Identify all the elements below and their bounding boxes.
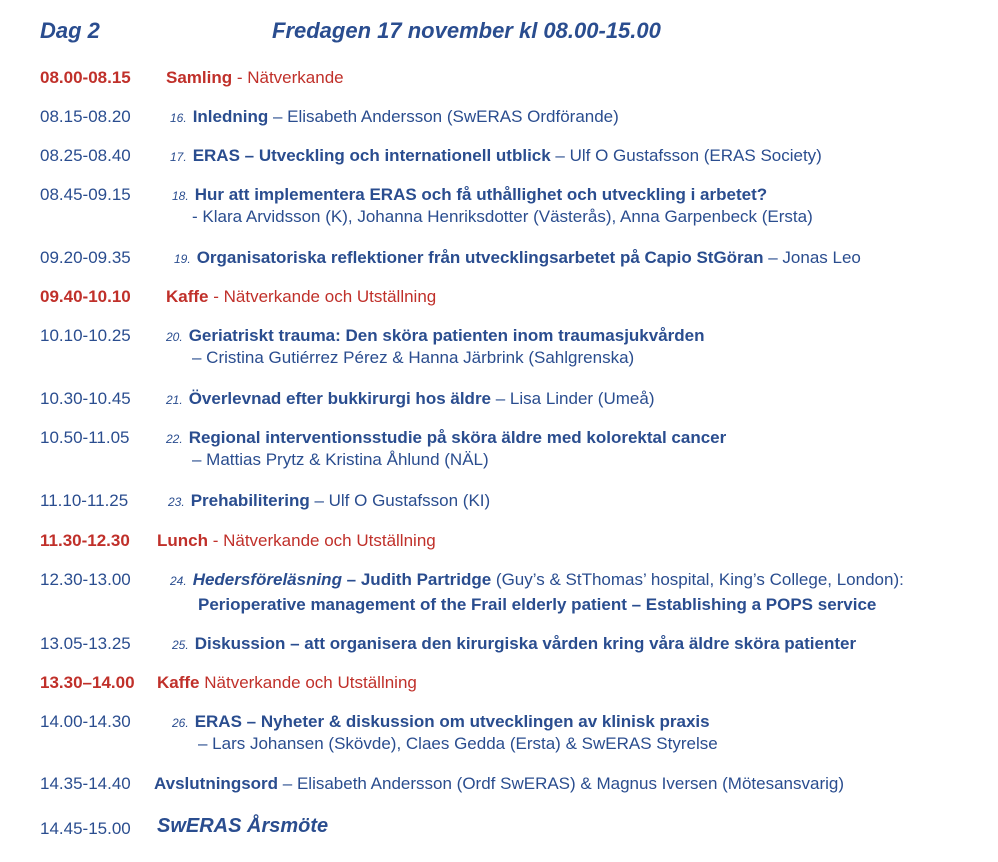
row-content: [157, 530, 436, 552]
row-number: 22.: [166, 432, 183, 446]
row-number: 21.: [166, 393, 183, 407]
row-content: [174, 247, 861, 270]
row-title: Kaffe: [166, 287, 209, 306]
row-detail: – Elisabeth Andersson (Ordf SwERAS) & Magnus Iversen (Mötesansvarig): [278, 774, 845, 793]
row-title: Samling: [166, 68, 233, 87]
row-number: 20.: [166, 330, 183, 344]
row-time: 10.10-10.25: [40, 326, 131, 345]
row-title: ERAS – Nyheter & diskussion om utvecklingen av klinisk praxis: [194, 712, 710, 731]
row-time: 11.30-12.30: [40, 531, 130, 550]
row-number: 18.: [172, 189, 189, 203]
row-detail: – Ulf O Gustafsson (ERAS Society): [550, 146, 822, 165]
row-content: [168, 490, 490, 513]
row-detail: – Jonas Leo: [763, 248, 861, 267]
row-content: [170, 145, 822, 168]
row-content: [154, 773, 844, 795]
row-lecture-title: Perioperative management of the Frail elderly patient – Establishing a POPS service: [198, 595, 877, 614]
row-number: 19.: [174, 252, 191, 266]
row-detail: (Guy’s & StThomas’ hospital, King’s College, London):: [491, 570, 904, 589]
row-number: 24.: [170, 574, 187, 588]
row-time: 14.00-14.30: [40, 712, 131, 731]
row-time: 11.10-11.25: [40, 491, 129, 510]
row-content: [166, 388, 654, 411]
row-title: Lunch: [157, 531, 208, 550]
row-content: [157, 672, 417, 694]
row-speakers: – Lars Johansen (Skövde), Claes Gedda (Ersta) & SwERAS Styrelse: [198, 734, 718, 753]
row-time: 14.45-15.00: [40, 819, 131, 838]
row-title: Regional interventionsstudie på sköra äldre med kolorektal cancer: [188, 428, 727, 447]
row-title-italic: Hedersföreläsning: [192, 570, 342, 589]
row-time: 13.05-13.25: [40, 634, 131, 653]
row-content: [170, 106, 619, 129]
row-time: 08.15-08.20: [40, 107, 131, 126]
row-speakers: – Cristina Gutiérrez Pérez & Hanna Järbrink (Sahlgrenska): [192, 348, 635, 367]
row-title: Inledning: [192, 107, 269, 126]
row-time: 09.40-10.10: [40, 287, 131, 306]
row-time: 10.50-11.05: [40, 428, 130, 447]
row-detail: – Ulf O Gustafsson (KI): [309, 491, 491, 510]
row-title: ERAS – Utveckling och internationell utblick: [192, 146, 551, 165]
row-content: [172, 184, 767, 207]
row-title: Geriatriskt trauma: Den sköra patienten inom traumasjukvården: [188, 326, 705, 345]
row-content: [170, 569, 904, 592]
row-title: SwERAS Årsmöte: [157, 815, 329, 837]
row-speakers: - Klara Arvidsson (K), Johanna Henriksdotter (Västerås), Anna Garpenbeck (Ersta): [192, 207, 813, 226]
row-number: 25.: [172, 638, 189, 652]
row-title: Prehabilitering: [190, 491, 310, 510]
day-label: Dag 2: [40, 18, 100, 43]
row-time: 08.45-09.15: [40, 185, 131, 204]
row-detail: – Lisa Linder (Umeå): [491, 389, 655, 408]
row-title: Organisatoriska reflektioner från utvecklingsarbetet på Capio StGöran: [196, 248, 764, 267]
date-title: Fredagen 17 november kl 08.00-15.00: [272, 18, 661, 43]
row-detail: - Nätverkande och Utställning: [208, 287, 437, 306]
row-title: – Judith Partridge: [341, 570, 492, 589]
page-header: [0, 18, 998, 48]
row-content: [166, 325, 705, 348]
row-content: [172, 711, 710, 734]
row-time: 13.30–14.00: [40, 673, 135, 692]
row-detail: – Elisabeth Andersson (SwERAS Ordförande): [268, 107, 619, 126]
row-time: 10.30-10.45: [40, 389, 131, 408]
row-title: Kaffe: [157, 673, 200, 692]
row-detail: - Nätverkande och Utställning: [208, 531, 436, 550]
row-title: Diskussion – att organisera den kirurgiska vården kring våra äldre sköra patienter: [194, 634, 857, 653]
row-number: 17.: [170, 150, 187, 164]
row-time: 12.30-13.00: [40, 570, 131, 589]
row-time: 14.35-14.40: [40, 774, 131, 793]
row-number: 23.: [168, 495, 185, 509]
row-time: 08.00-08.15: [40, 68, 131, 87]
row-detail: - Nätverkande: [232, 68, 344, 87]
row-title: Avslutningsord: [154, 774, 279, 793]
row-content: [166, 427, 726, 450]
row-speakers: – Mattias Prytz & Kristina Åhlund (NÄL): [192, 450, 489, 469]
row-number: 16.: [170, 111, 187, 125]
row-title: Överlevnad efter bukkirurgi hos äldre: [188, 389, 492, 408]
row-content: [166, 67, 344, 89]
row-number: 26.: [172, 716, 189, 730]
row-title: Hur att implementera ERAS och få uthållighet och utveckling i arbetet?: [194, 185, 768, 204]
row-content: [166, 286, 436, 308]
row-time: 09.20-09.35: [40, 248, 131, 267]
row-detail: Nätverkande och Utställning: [199, 673, 417, 692]
row-time: 08.25-08.40: [40, 146, 131, 165]
row-content: [172, 633, 856, 656]
